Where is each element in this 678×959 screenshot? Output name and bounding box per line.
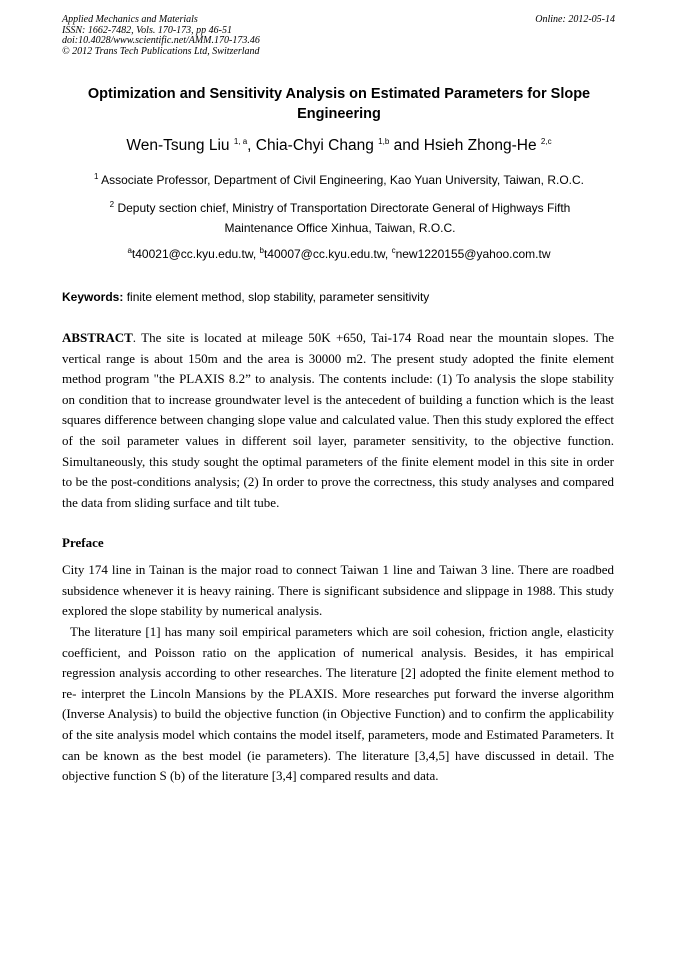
author-separator: and [389,137,424,154]
affiliation-mark: 1 [93,172,99,181]
issn-line: ISSN: 1662-7482, Vols. 170-173, pp 46-51 [62,24,232,36]
doi-line: doi:10.4028/www.scientific.net/AMM.170-173.46 [62,35,260,46]
email-mark: c [391,246,396,255]
affiliation [90,198,590,238]
keywords-line [62,289,616,305]
affiliation-text: Associate Professor, Department of Civil Engineering, Kao Yuan University, Taiwan, R.O.C. [101,173,585,187]
email-list [62,245,616,263]
paper-title: Optimization and Sensitivity Analysis on Estimated Parameters for Slope Engineering [87,86,591,122]
journal-name: Applied Mechanics and Materials [62,14,198,25]
author-name: Chia-Chyi Chang [255,137,374,154]
email-address[interactable]: new1220155@yahoo.com.tw [395,247,551,261]
affiliation [62,170,616,190]
email-mark: a [127,246,132,255]
body-paragraph: The literature [1] has many soil empirical parameters which are soil cohesion, friction angle, elasticity coefficient, and Poisson ratio on the application of numerical analysis. Besides, it has empirical regression analysis according to other researches. The literature [2] adopted the finite element method to re- interpret the Lincoln Mansions by the PLAXIS. More researches put forward the inverse algorithm (Inverse Analysis) to build the objective function (in Objective Function) and to confirm the applicability of the site analysis model which contains the model itself, parameters, mode and Estimated Parameters. It can be known as the best model (ie parameters). The literature [3,4,5] have discussed in detail. The objective function S (b) of the literature [3,4] compared results and data. [62,624,614,784]
section-heading: Preface [62,535,104,550]
affiliation-text: Deputy section chief, Ministry of Transportation Directorate General of Highways Fifth Maintenance Office Xinhua, Taiwan, R.O.C. [117,201,571,235]
keywords-label: Keywords: [62,290,124,304]
journal-header [62,15,260,57]
affiliation-mark: 2 [109,200,115,209]
author-list [62,137,616,155]
abstract-label: ABSTRACT [62,330,133,345]
author-affil-mark: 1, a [233,136,248,146]
author-name: Hsieh Zhong-He [423,137,537,154]
author-affil-mark: 1,b [378,136,390,146]
author-separator: , [247,137,256,154]
copyright-line: © 2012 Trans Tech Publications Ltd, Switzerland [62,45,260,57]
author-affil-mark: 2,c [540,136,552,146]
abstract-text: . The site is located at mileage 50K +650, Tai-174 Road near the mountain slopes. The vertical range is about 150m and the area is 30000 m2. The present study adopted the finite element method program "the PLAXIS 8.2” to analysis. The contents include: (1) To analysis the slope stability on condition that to increase groundwater level is the antecedent of building a function which is the least squares difference between changing slope value and calculated value. Then this study explored the effect of the soil parameter values in different soil layer, parameter sensitivity, to the objective function. Simultaneously, this study sought the optimal parameters of the finite element model in this site in order to be the post-conditions analysis; (2) In order to prove the correctness, this study analyses and compared the data from sliding surface and tilt tube. [62,330,614,510]
email-address[interactable]: t40021@cc.kyu.edu.tw, [131,247,260,261]
author-name: Wen-Tsung Liu [126,137,230,154]
keywords-text: finite element method, slop stability, parameter sensitivity [126,290,430,304]
body-paragraph: City 174 line in Tainan is the major road to connect Taiwan 1 line and Taiwan 3 line. There are roadbed subsidence whenever it is heavy raining. There is significant subsidence and slippage in 1988. This study explored the slope stability by numerical analysis. [62,562,614,619]
email-mark: b [259,246,264,255]
email-address[interactable]: t40007@cc.kyu.edu.tw, [263,247,392,261]
online-date: Online: 2012-05-14 [535,14,615,25]
abstract-paragraph [62,328,614,513]
